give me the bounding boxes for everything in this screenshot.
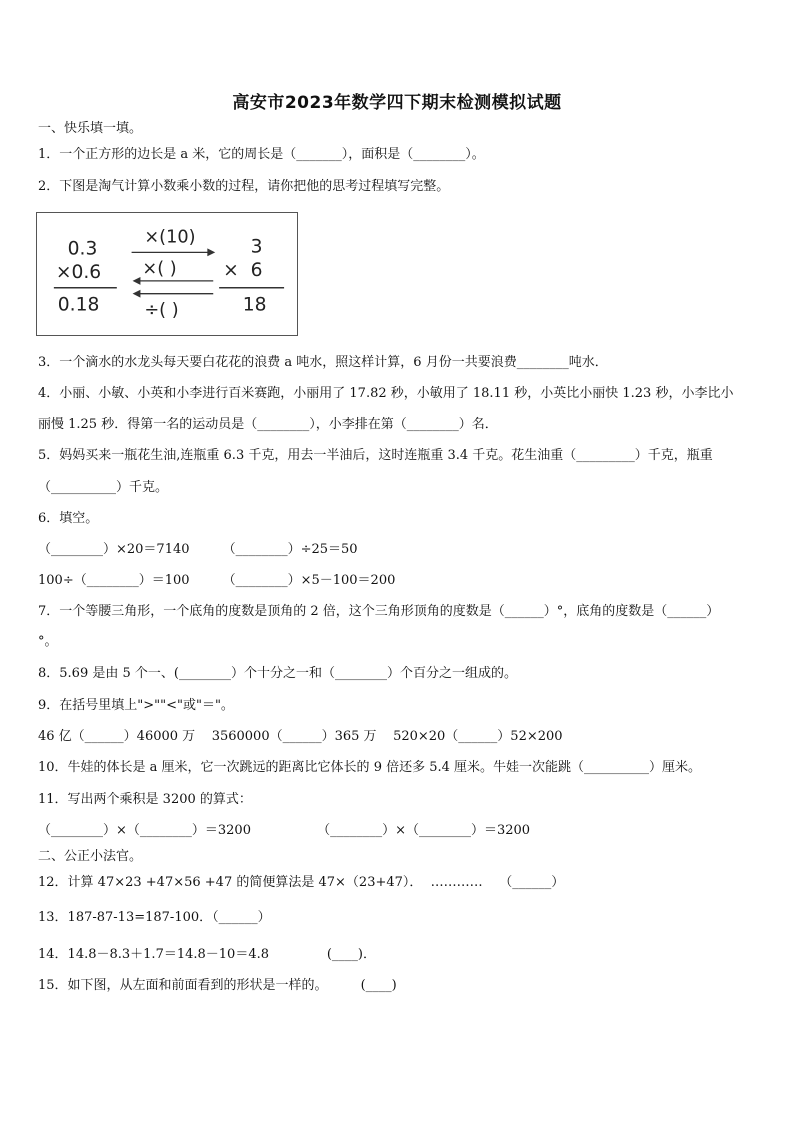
- diagram-right-times-sign: ×: [223, 259, 239, 281]
- diagram-left-mid-number: ×0.6: [55, 261, 102, 283]
- question-6-row-1: （________）×20＝7140 （________）÷25＝50: [38, 542, 358, 557]
- page-title: 高安市2023年数学四下期末检测模拟试题: [232, 93, 562, 113]
- diagram-left-top-number: 0.3: [67, 238, 98, 260]
- question-15: 15．如下图，从左面和前面看到的形状是一样的。 (____): [38, 978, 397, 993]
- question-1: 1．一个正方形的边长是 a 米，它的周长是（_______），面积是（________）。: [38, 147, 485, 162]
- diagram-right-mid-number: 6: [250, 259, 263, 281]
- question-10: 10．牛娃的体长是 a 厘米，它一次跳远的距离比它体长的 9 倍还多 5.4 厘米。牛娃一次能跳（__________）厘米。: [38, 760, 702, 775]
- question-4-line-2: 丽慢 1.25 秒．得第一名的运动员是（________），小李排在第（________）名．: [38, 417, 498, 432]
- diagram-arrowhead-right: [207, 248, 215, 256]
- question-14: 14．14.8－8.3＋1.7＝14.8－10＝4.8 (____)．: [38, 947, 376, 962]
- diagram-arrowhead-left: [133, 277, 141, 285]
- section-header-fill-in: 一、快乐填一填。: [38, 121, 143, 136]
- question-9: 9．在括号里填上">""<"或"＝"。: [38, 698, 234, 713]
- question-5-line-2: （__________）千克。: [38, 480, 169, 495]
- diagram-arrow-label-top: ×(10): [144, 227, 196, 248]
- question-12: 12．计算 47×23 +47×56 +47 的简便算法是 47×（23+47）． ………… （______）: [38, 875, 565, 890]
- diagram-arrow-label-bottom: ÷( ): [144, 300, 179, 321]
- question-13: 13．187-87-13=187-100．（______）: [38, 910, 271, 925]
- question-6-row-2: 100÷（________）＝100 （________）×5－100＝200: [38, 573, 396, 588]
- question-9-row: 46 亿（______）46000 万 3560000（______）365 万 520×20（______）52×200: [38, 729, 563, 744]
- multiplication-diagram: [36, 212, 298, 336]
- question-7-line-2: °。: [38, 634, 58, 649]
- question-5-line-1: 5．妈妈买来一瓶花生油,连瓶重 6.3 千克，用去一半油后，这时连瓶重 3.4 千克。花生油重（_________）千克，瓶重: [38, 448, 713, 463]
- diagram-right-top-number: 3: [250, 236, 263, 258]
- question-4-line-1: 4．小丽、小敏、小英和小李进行百米赛跑，小丽用了 17.82 秒，小敏用了 18.11 秒，小英比小丽快 1.23 秒，小李比小: [38, 386, 734, 401]
- diagram-arrow-label-mid: ×( ): [142, 259, 177, 279]
- question-3: 3．一个滴水的水龙头每天要白花花的浪费 a 吨水，照这样计算，6 月份一共要浪费________吨水．: [38, 355, 608, 370]
- diagram-right-result: 18: [242, 294, 267, 316]
- question-6: 6．填空。: [38, 511, 99, 526]
- question-8: 8．5.69 是由 5 个一、(________）个十分之一和（________）个百分之一组成的。: [38, 666, 517, 681]
- question-2: 2．下图是淘气计算小数乘小数的过程，请你把他的思考过程填写完整。: [38, 179, 450, 194]
- section-header-judge: 二、公正小法官。: [38, 849, 143, 864]
- question-11-row: （________）×（________）＝3200 （________）×（________）＝3200: [38, 823, 531, 838]
- question-7-line-1: 7．一个等腰三角形，一个底角的度数是顶角的 2 倍，这个三角形顶角的度数是（______）°，底角的度数是（______）: [38, 604, 720, 619]
- question-11: 11．写出两个乘积是 3200 的算式：: [38, 792, 252, 807]
- diagram-left-result: 0.18: [57, 294, 100, 316]
- diagram-arrowhead-left-bottom: [133, 290, 141, 298]
